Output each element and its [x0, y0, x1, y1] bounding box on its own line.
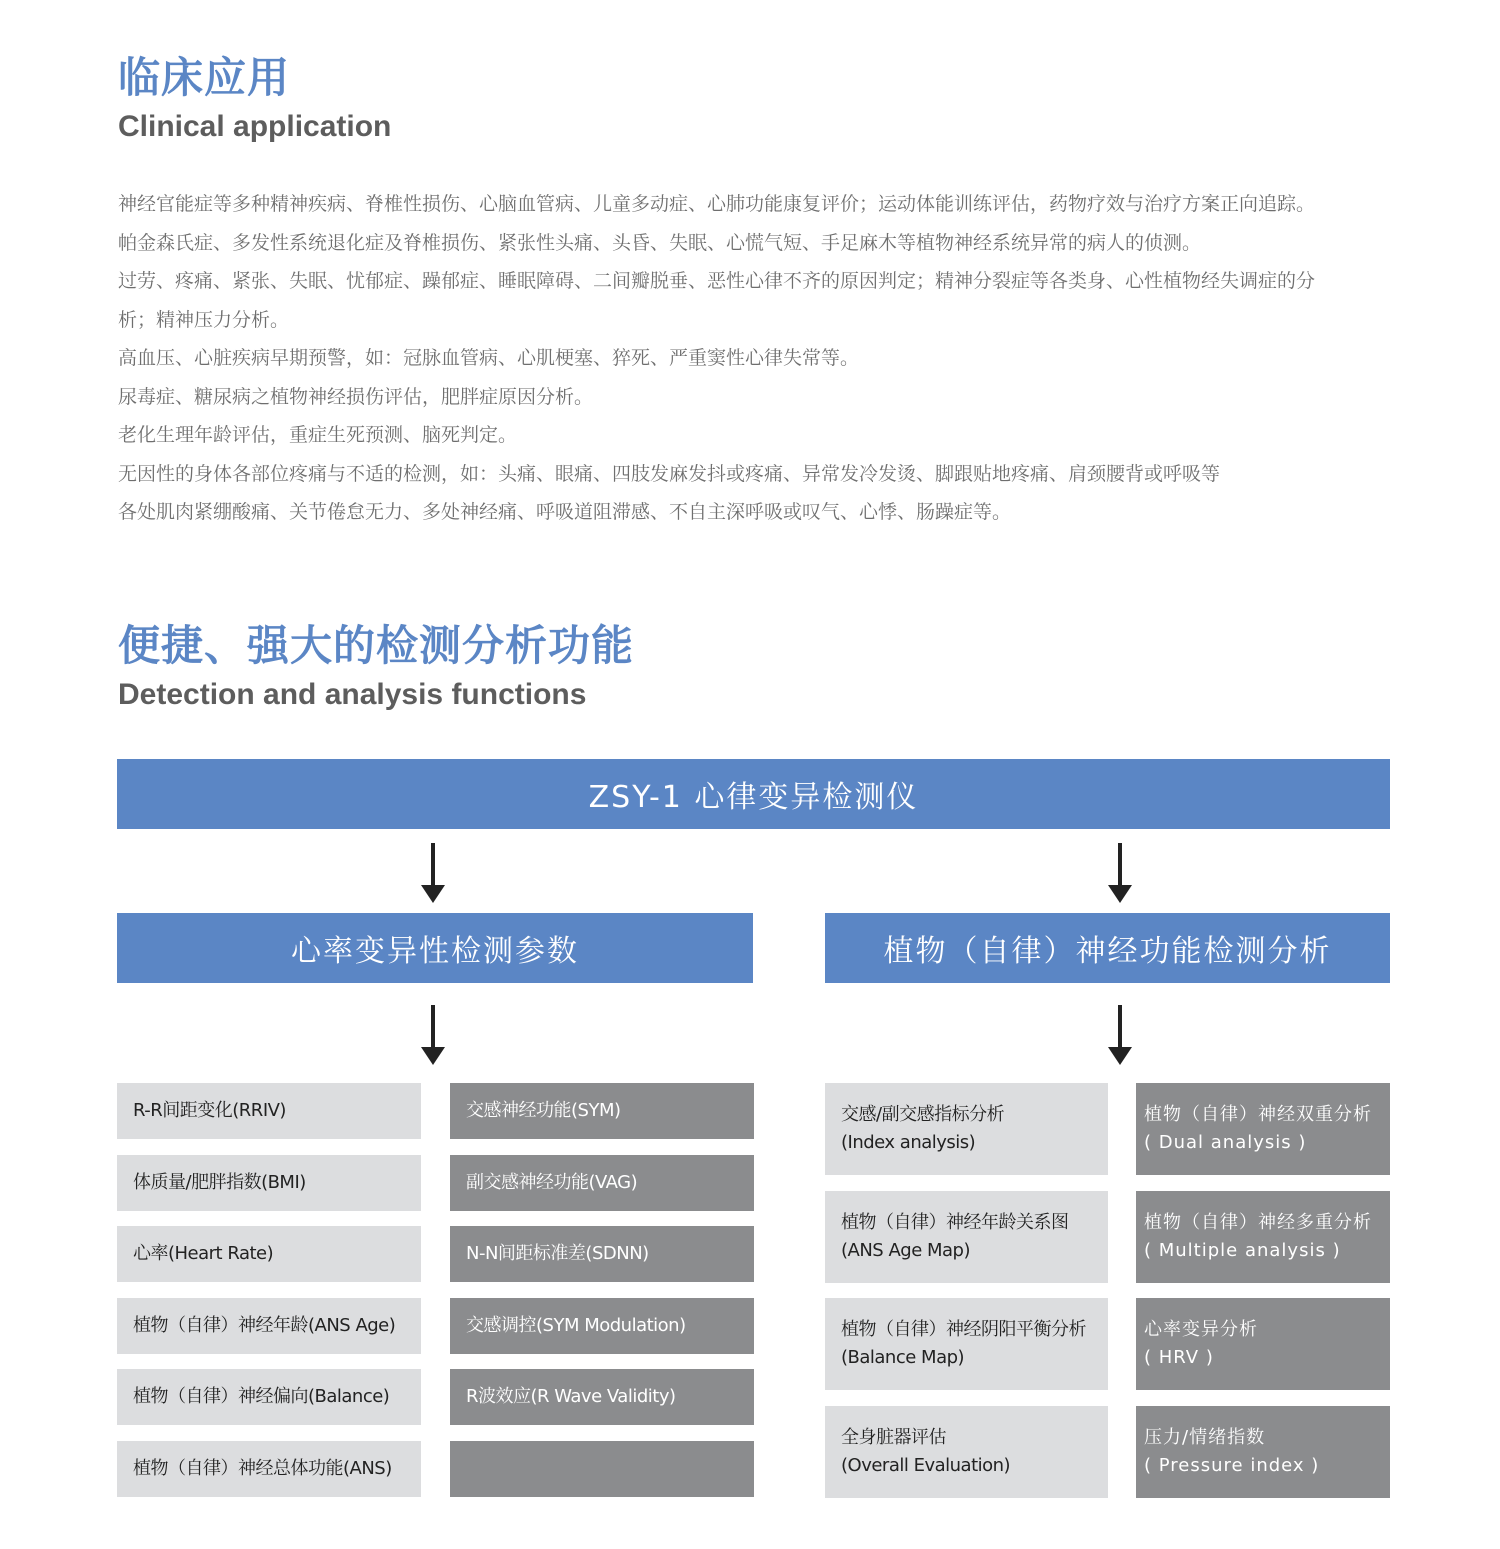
down-arrow-icon	[418, 843, 448, 905]
analysis-box	[825, 1406, 1108, 1498]
parameter-label: N-N间距标准差(SDNN)	[466, 1243, 649, 1264]
analysis-box	[1136, 1191, 1390, 1283]
empty-box	[450, 1441, 754, 1497]
analysis-box	[825, 1191, 1108, 1283]
clinical-line: 神经官能症等多种精神疾病、脊椎性损伤、心脑血管病、儿童多动症、心肺功能康复评价；运动体能训练评估，药物疗效与治疗方案正向追踪。	[118, 193, 1316, 215]
analysis-label-cn: 植物（自律）神经双重分析	[1144, 1104, 1372, 1125]
analysis-label-cn: 心率变异分析	[1144, 1319, 1258, 1340]
parameter-label: R-R间距变化(RRIV)	[133, 1100, 286, 1121]
parameter-box	[117, 1155, 421, 1211]
clinical-line: 析；精神压力分析。	[118, 308, 290, 331]
analysis-label-cn: 植物（自律）神经多重分析	[1144, 1212, 1372, 1233]
parameter-label: 植物（自律）神经总体功能(ANS)	[133, 1458, 392, 1479]
parameter-label: 植物（自律）神经年龄(ANS Age)	[133, 1315, 396, 1336]
down-arrow-icon	[418, 1005, 448, 1067]
parameter-box	[117, 1226, 421, 1282]
parameter-label: 交感神经功能(SYM)	[466, 1100, 621, 1121]
analysis-label-en: ( Dual analysis )	[1144, 1132, 1307, 1153]
analysis-box	[1136, 1406, 1390, 1498]
analysis-label-en: ( HRV )	[1144, 1347, 1214, 1368]
parameter-box	[450, 1226, 754, 1282]
analysis-label-en: ( Multiple analysis )	[1144, 1240, 1341, 1261]
parameter-box	[450, 1155, 754, 1211]
analysis-label-en: (Balance Map)	[841, 1347, 965, 1368]
analysis-label-en: (Overall Evaluation)	[841, 1455, 1011, 1476]
analysis-label-cn: 交感/副交感指标分析	[841, 1104, 1005, 1125]
parameter-label: 体质量/肥胖指数(BMI)	[133, 1172, 306, 1193]
detection-title-cn: 便捷、强大的检测分析功能	[118, 621, 635, 670]
device-title-bar: ZSY-1 心律变异检测仪	[117, 759, 1390, 829]
clinical-title-cn: 临床应用	[118, 53, 291, 102]
down-arrow-icon	[1105, 843, 1135, 905]
analysis-box	[1136, 1298, 1390, 1390]
detection-title-en: Detection and analysis functions	[118, 678, 587, 711]
analysis-label-cn: 全身脏器评估	[841, 1427, 946, 1448]
analysis-label-cn: 压力/情绪指数	[1144, 1427, 1266, 1448]
clinical-line: 帕金森氏症、多发性系统退化症及脊椎损伤、紧张性头痛、头昏、失眠、心慌气短、手足麻木等植物神经系统异常的病人的侦测。	[118, 231, 1202, 254]
parameter-box	[117, 1369, 421, 1425]
parameter-label: 植物（自律）神经偏向(Balance)	[133, 1386, 390, 1407]
analysis-label-cn: 植物（自律）神经年龄关系图	[841, 1212, 1069, 1233]
parameter-box	[117, 1298, 421, 1354]
clinical-line: 老化生理年龄评估，重症生死预测、脑死判定。	[118, 424, 518, 446]
clinical-line: 高血压、心脏疾病早期预警，如：冠脉血管病、心肌梗塞、猝死、严重窦性心律失常等。	[118, 347, 860, 369]
parameter-label: R波效应(R Wave Validity)	[466, 1386, 676, 1407]
clinical-line: 尿毒症、糖尿病之植物神经损伤评估，肥胖症原因分析。	[118, 385, 594, 408]
clinical-line: 过劳、疼痛、紧张、失眠、忧郁症、躁郁症、睡眠障碍、二间瓣脱垂、恶性心律不齐的原因判定；精神分裂症等各类身、心性植物经失调症的分	[118, 270, 1316, 292]
parameter-label: 心率(Heart Rate)	[133, 1243, 274, 1264]
analysis-label-cn: 植物（自律）神经阴阳平衡分析	[841, 1319, 1086, 1340]
parameter-box	[450, 1369, 754, 1425]
analysis-box	[825, 1298, 1108, 1390]
ans-analysis-header: 植物（自律）神经功能检测分析	[825, 913, 1390, 983]
parameter-box	[117, 1083, 421, 1139]
clinical-line: 各处肌肉紧绷酸痛、关节倦怠无力、多处神经痛、呼吸道阻滞感、不自主深呼吸或叹气、心悸、肠躁症等。	[118, 501, 1012, 523]
hrv-parameters-header: 心率变异性检测参数	[117, 913, 753, 983]
parameter-box	[450, 1298, 754, 1354]
analysis-box	[825, 1083, 1108, 1175]
parameter-box	[117, 1441, 421, 1497]
clinical-line: 无因性的身体各部位疼痛与不适的检测，如：头痛、眼痛、四肢发麻发抖或疼痛、异常发冷发烫、脚跟贴地疼痛、肩颈腰背或呼吸等	[118, 462, 1221, 485]
clinical-paragraph	[118, 190, 1408, 537]
clinical-title-en: Clinical application	[118, 110, 392, 143]
down-arrow-icon	[1105, 1005, 1135, 1067]
parameter-label: 副交感神经功能(VAG)	[466, 1172, 638, 1193]
analysis-label-en: ( Pressure index )	[1144, 1455, 1320, 1476]
parameter-box	[450, 1083, 754, 1139]
analysis-label-en: (Index analysis)	[841, 1132, 976, 1153]
analysis-box	[1136, 1083, 1390, 1175]
analysis-label-en: (ANS Age Map)	[841, 1240, 970, 1261]
parameter-label: 交感调控(SYM Modulation)	[466, 1315, 686, 1336]
